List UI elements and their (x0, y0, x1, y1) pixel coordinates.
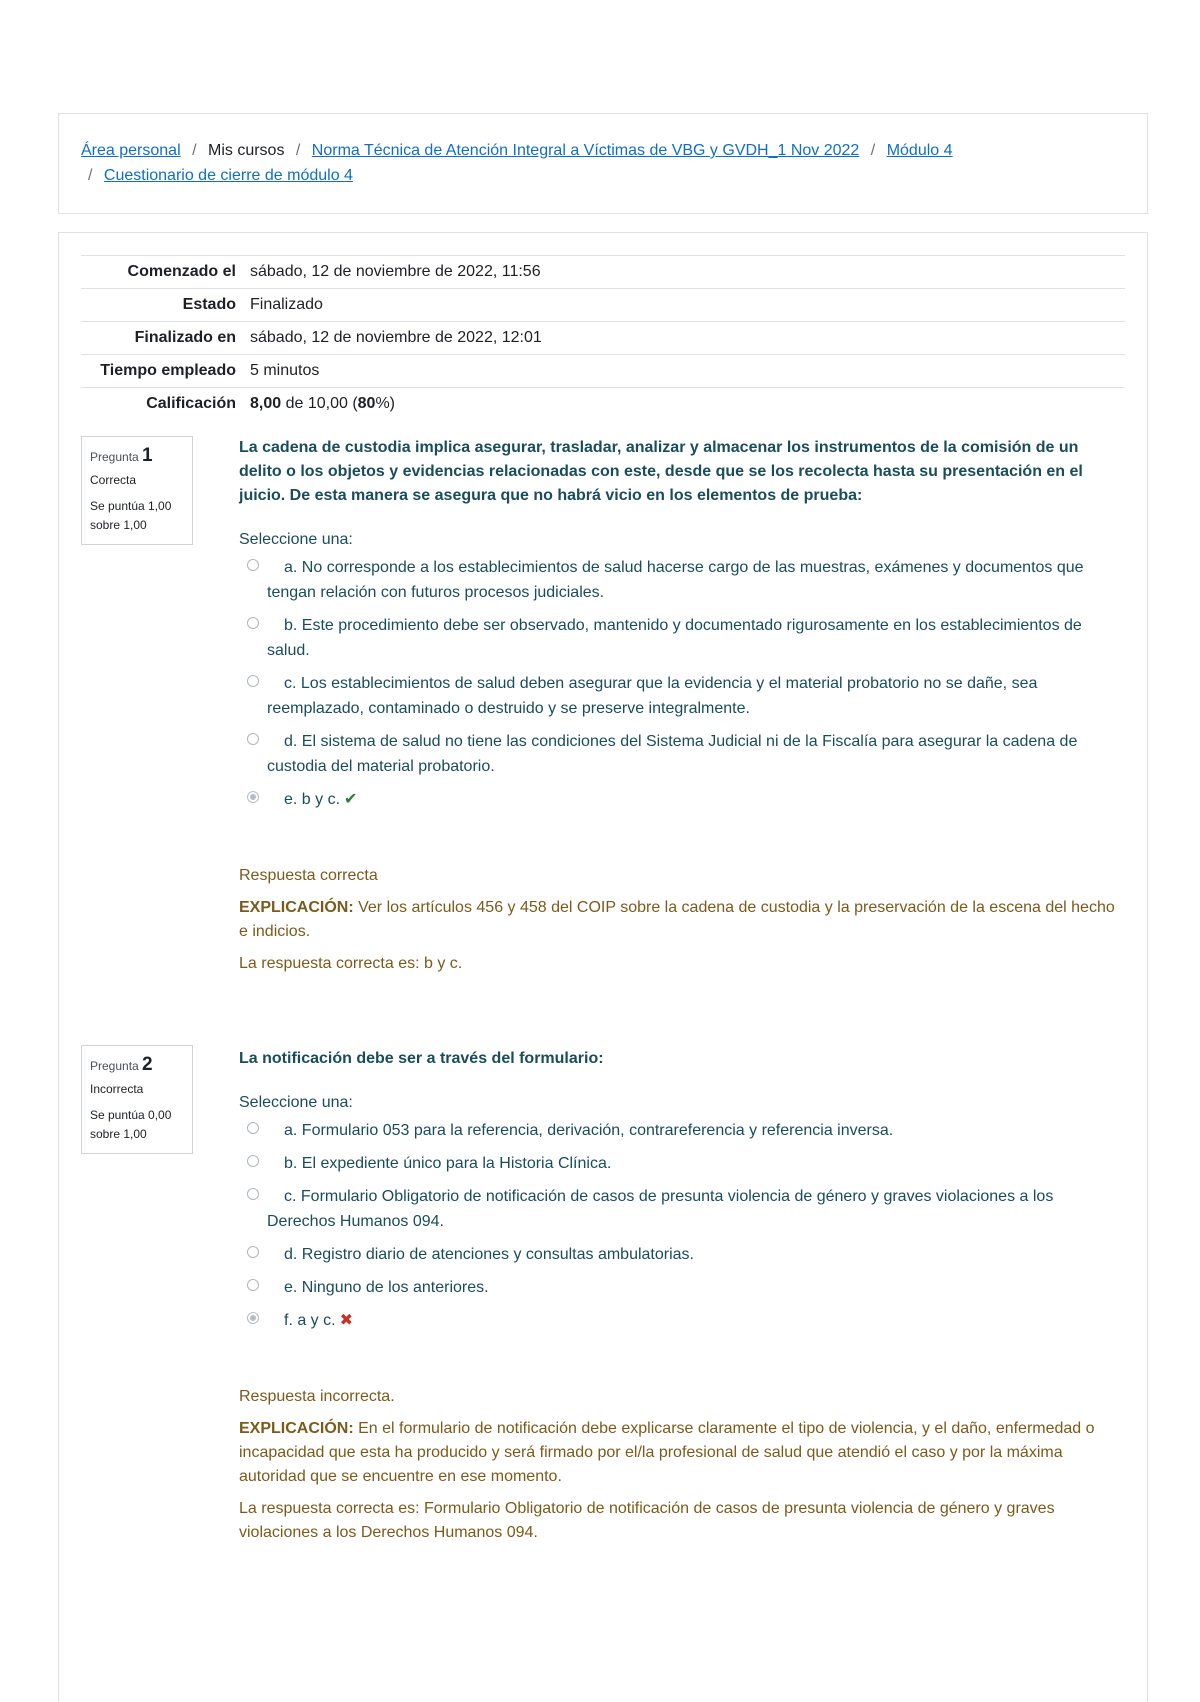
explanation-text: En el formulario de notificación debe explicarse claramente el tipo de violencia, y el daño, enfermedad o incapacidad que esta ha producido y será firmado por el/la profesional de salud que atendió el caso y por la máxima autoridad que se encuentre en ese momento. (239, 1420, 1095, 1485)
question-state: Incorrecta (90, 1082, 144, 1096)
breadcrumb-separator: / (192, 142, 197, 159)
feedback-status: Respuesta correcta (239, 867, 378, 884)
question-content-1 (239, 436, 1119, 984)
answer-text: f. a y c. (284, 1312, 336, 1329)
summary-value: sábado, 12 de noviembre de 2022, 11:56 (250, 263, 541, 280)
question-info-1 (81, 436, 193, 545)
summary-row-finished (81, 322, 1125, 355)
radio-button[interactable] (247, 1188, 259, 1200)
radio-button[interactable] (247, 1155, 259, 1167)
answer-text: e. b y c. (284, 791, 341, 808)
question-grade: Se puntúa 0,00 sobre 1,00 (90, 1108, 172, 1141)
grade-score: 8,00 (250, 395, 282, 412)
question-label: Pregunta (90, 450, 139, 464)
grade-mid: de 10,00 ( (281, 395, 358, 412)
answer-text: d. Registro diario de atenciones y consultas ambulatorias. (284, 1246, 694, 1263)
answer-option[interactable] (239, 1151, 1119, 1176)
radio-button[interactable] (247, 675, 259, 687)
answer-option[interactable] (239, 729, 1119, 779)
summary-value (250, 388, 1125, 421)
answer-text: b. El expediente único para la Historia Clínica. (284, 1155, 612, 1172)
radio-button[interactable] (247, 559, 259, 571)
question-number (90, 1054, 184, 1076)
feedback-explanation (239, 1417, 1119, 1489)
feedback-explanation (239, 896, 1119, 944)
correct-answer: La respuesta correcta es: Formulario Obligatorio de notificación de casos de presunta violencia de género y graves violaciones a los Derechos Humanos 094. (239, 1500, 1055, 1541)
breadcrumb-quiz[interactable]: Cuestionario de cierre de módulo 4 (103, 167, 353, 184)
radio-button-checked[interactable] (247, 1312, 259, 1324)
summary-label: Tiempo empleado (100, 362, 236, 379)
check-icon: ✔ (344, 791, 358, 808)
question-grade: Se puntúa 1,00 sobre 1,00 (90, 499, 172, 532)
question-label: Pregunta (90, 1059, 139, 1073)
cross-icon: ✖ (339, 1312, 353, 1329)
attempt-summary (81, 255, 1125, 420)
radio-button-checked[interactable] (247, 791, 259, 803)
summary-label: Estado (182, 296, 236, 313)
question-prompt: Seleccione una: (239, 531, 353, 548)
radio-button[interactable] (247, 617, 259, 629)
answer-text: e. Ninguno de los anteriores. (284, 1279, 489, 1296)
breadcrumb-separator: / (88, 167, 93, 184)
summary-value: Finalizado (250, 296, 323, 313)
question-number-value: 2 (142, 1054, 153, 1075)
question-text: La notificación debe ser a través del formulario: (239, 1050, 604, 1067)
explanation-label: EXPLICACIÓN: (239, 899, 354, 916)
question-prompt: Seleccione una: (239, 1094, 353, 1111)
answer-option[interactable] (239, 1242, 1119, 1267)
answer-list (239, 555, 1119, 812)
breadcrumb-separator: / (295, 142, 301, 159)
correct-answer: La respuesta correcta es: b y c. (239, 955, 463, 972)
answer-text: c. Formulario Obligatorio de notificación de casos de presunta violencia de género y graves violaciones a los Derechos Humanos 094. (267, 1188, 1054, 1230)
question-feedback (239, 864, 1119, 976)
grade-percent: 80 (357, 395, 376, 412)
radio-button[interactable] (247, 1279, 259, 1291)
radio-button[interactable] (247, 1246, 259, 1258)
radio-button[interactable] (247, 1122, 259, 1134)
answer-option[interactable] (239, 613, 1119, 663)
answer-option[interactable] (239, 1184, 1119, 1234)
answer-text: a. No corresponde a los establecimientos de salud hacerse cargo de las muestras, exámenes y documentos que tengan relación con futuros procesos judiciales. (267, 559, 1084, 601)
radio-button[interactable] (247, 733, 259, 745)
summary-row-grade (81, 388, 1125, 421)
question-text: La cadena de custodia implica asegurar, trasladar, analizar y almacenar los instrumentos de la comisión de un delito o los objetos y evidencias relacionadas con este, desde que se los recolecta hasta su presentación en el juicio. De esta manera se asegura que no habrá vicio en los elementos de prueba: (239, 439, 1083, 504)
summary-value: 5 minutos (250, 362, 320, 379)
answer-list (239, 1118, 1119, 1333)
summary-label: Calificación (146, 395, 236, 412)
question-number-value: 1 (142, 445, 153, 466)
answer-option[interactable] (239, 671, 1119, 721)
answer-text: b. Este procedimiento debe ser observado, mantenido y documentado rigurosamente en los establecimientos de salud. (267, 617, 1082, 659)
breadcrumb-course[interactable]: Norma Técnica de Atención Integral a Víctimas de VBG y GVDH_1 Nov 2022 (311, 142, 860, 159)
summary-row-time (81, 355, 1125, 388)
question-feedback (239, 1385, 1119, 1545)
quiz-review (58, 232, 1148, 1702)
answer-option-selected[interactable] (239, 787, 1119, 812)
answer-option-selected[interactable] (239, 1308, 1119, 1333)
question-info-2 (81, 1045, 193, 1154)
answer-text: a. Formulario 053 para la referencia, derivación, contrareferencia y referencia inversa. (284, 1122, 894, 1139)
breadcrumb (58, 113, 1148, 214)
question-content-2 (239, 1047, 1119, 1553)
question-state: Correcta (90, 473, 137, 487)
summary-value: sábado, 12 de noviembre de 2022, 12:01 (250, 329, 542, 346)
explanation-label: EXPLICACIÓN: (239, 1420, 354, 1437)
explanation-text: Ver los artículos 456 y 458 del COIP sobre la cadena de custodia y la preservación de la escena del hecho e indicios. (239, 899, 1115, 940)
answer-option[interactable] (239, 555, 1119, 605)
question-number (90, 445, 184, 467)
answer-option[interactable] (239, 1118, 1119, 1143)
breadcrumb-mis-cursos: Mis cursos (207, 142, 285, 159)
breadcrumb-area-personal[interactable]: Área personal (81, 142, 181, 159)
feedback-status: Respuesta incorrecta. (239, 1388, 395, 1405)
breadcrumb-module[interactable]: Módulo 4 (886, 142, 953, 159)
summary-row-started (81, 256, 1125, 289)
answer-text: d. El sistema de salud no tiene las condiciones del Sistema Judicial ni de la Fiscalía para asegurar la cadena de custodia del material probatorio. (267, 733, 1078, 775)
answer-text: c. Los establecimientos de salud deben asegurar que la evidencia y el material probatorio no se dañe, sea reemplazado, contaminado o destruido y se preserve integralmente. (267, 675, 1038, 717)
summary-row-state (81, 289, 1125, 322)
summary-label: Finalizado en (134, 329, 236, 346)
summary-label: Comenzado el (127, 263, 236, 280)
breadcrumb-separator: / (870, 142, 876, 159)
answer-option[interactable] (239, 1275, 1119, 1300)
grade-end: %) (375, 395, 395, 412)
